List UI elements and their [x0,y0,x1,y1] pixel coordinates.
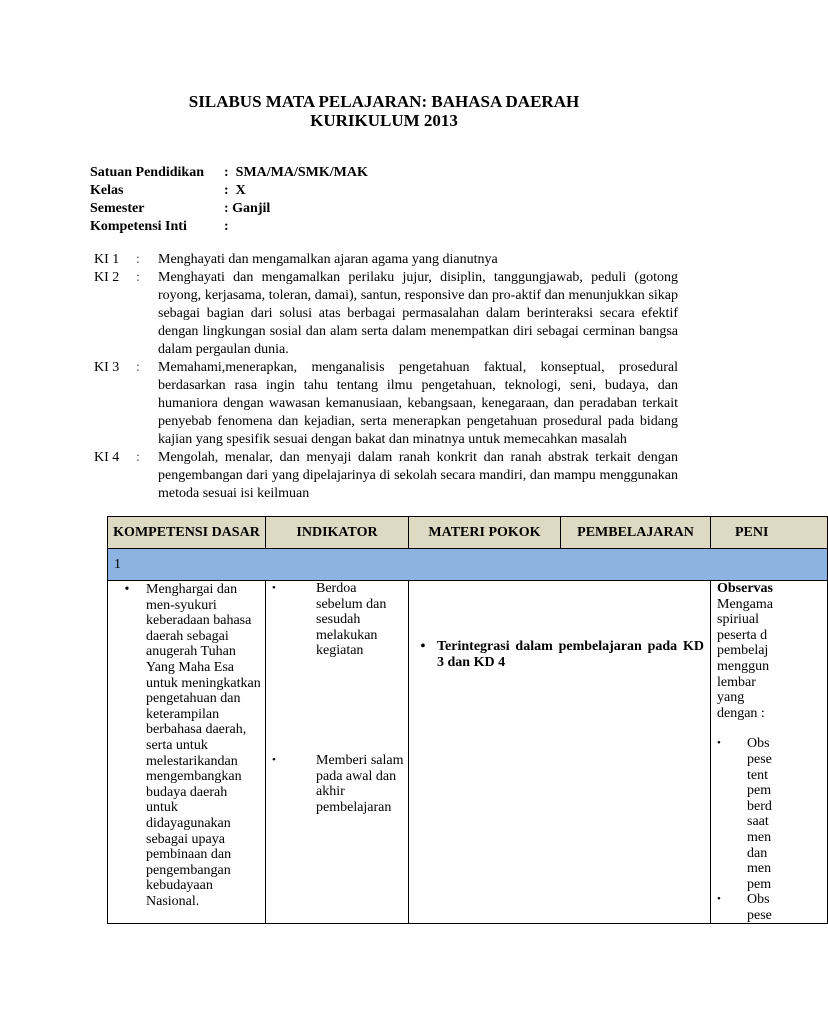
ki-text: Mengolah, menalar, dan menyaji dalam ranah konkrit dan ranah abstrak terkait dengan pengembangan dari yang dipelajarinya di sekolah secara mandiri, dan mampu menggunakan metoda sesuai isi keilmuan [158,450,678,501]
bullet-icon: • [420,639,426,654]
ki-code: KI 1 [94,252,120,267]
ki-code: KI 2 [94,270,120,285]
ki-colon: : [136,252,140,267]
ki-colon: : [136,450,140,465]
kd-text: Menghargai dan men-syukuri keberadaan bahasa daerah sebagai anugerah Tuhan Yang Maha Esa untuk meningkatkan pengetahuan dan keterampilan berbahasa daerah, serta untuk melestarikandan mengembangkan budaya daerah untuk didayagunakan sebagai upaya pembinaan dan pengembangan kebudayaan Nasional. [146,582,261,909]
penilaian-item-text [747,892,827,923]
penilaian-cell [711,581,828,924]
section-number-row [108,549,828,581]
meta-label: Kompetensi Inti [90,219,187,234]
identity-block [90,164,368,236]
materi-pokok-cell [409,581,711,924]
penilaian-item-line: pem [747,783,772,799]
meta-value: : [224,219,229,234]
penilaian-item-line: saat [747,814,769,830]
penilaian-item-line: pese [747,907,772,923]
ki-text: Menghayati dan mengamalkan perilaku jujur, disiplin, tanggungjawab, peduli (gotong royong, kerjasama, toleran, damai), santun, responsive dan pro-aktif dan menunjukkan sikap sebagai bagian dari solusi atas berbagai permasalahan dalam berinteraksi secara efektif dengan lingkungan sosial dan alam serta dalam menempatkan diri sebagai cerminan bangsa dalam pergaulan dunia. [158,270,678,357]
document-subtitle: KURIKULUM 2013 [310,111,458,130]
penilaian-line: Mengama [717,596,773,612]
ki-item-1 [94,251,678,269]
ki-code: KI 3 [94,360,120,375]
penilaian-item-text [747,736,827,892]
penilaian-line: dengan : [717,705,765,721]
penilaian-item-line: men [747,861,772,877]
meta-label: Satuan Pendidikan [90,165,204,180]
header-kompetensi-dasar: KOMPETENSI DASAR [108,517,266,549]
meta-value: : X [224,183,246,198]
meta-row-satuan [90,164,368,182]
meta-row-kompetensi-inti [90,218,368,236]
section-number: 1 [108,549,828,581]
indicator-item [266,581,408,659]
meta-label: Semester [90,201,145,216]
bullet-icon: • [124,582,130,597]
materi-text: Terintegrasi dalam pembelajaran pada KD 3 dan KD 4 [437,639,704,670]
document-title: SILABUS MATA PELAJARAN: BAHASA DAERAH [188,92,580,111]
penilaian-item-line: tent [747,767,768,783]
indicator-text: Memberi salam pada awal dan akhir pembelajaran [316,752,404,815]
penilaian-line: peserta d [717,627,768,643]
ki-text: Menghayati dan mengamalkan ajaran agama yang dianutnya [158,252,498,267]
meta-label: Kelas [90,183,124,198]
bullet-icon: • [272,753,276,766]
penilaian-item-line: pem [747,876,772,892]
ki-colon: : [136,360,140,375]
bullet-icon: • [717,893,721,906]
penilaian-heading: Observas [717,581,773,596]
table-header-row [108,517,828,549]
bullet-icon: • [717,737,721,750]
header-materi-pokok: MATERI POKOK [409,517,561,549]
penilaian-item-line: berd [747,798,772,814]
meta-value: : Ganjil [224,201,271,216]
penilaian-item [717,892,827,923]
meta-value: : SMA/MA/SMK/MAK [224,165,368,180]
meta-row-kelas [90,182,368,200]
table-row [108,581,828,924]
kompetensi-inti-list [94,251,678,503]
penilaian-line: pembelaj [717,643,769,659]
ki-item-3 [94,359,678,449]
penilaian-line: yang [717,690,745,706]
penilaian-line: lembar [717,674,756,690]
ki-item-2 [94,269,678,359]
penilaian-item-line: Obs [747,892,770,908]
header-penilaian: PENI [711,517,828,549]
ki-code: KI 4 [94,450,120,465]
penilaian-line: menggun [717,658,770,674]
penilaian-item-line: dan [747,845,768,861]
penilaian-item [717,736,827,892]
indicator-text: Berdoa sebelum dan sesudah melakukan kegiatan [316,581,387,659]
indikator-cell [266,581,409,924]
penilaian-line: spiriual [717,612,759,628]
syllabus-table [107,516,828,924]
penilaian-item-line: pese [747,751,772,767]
header-pembelajaran: PEMBELAJARAN [561,517,711,549]
penilaian-item-line: Obs [747,736,770,752]
ki-text: Memahami,menerapkan, menganalisis pengetahuan faktual, konseptual, prosedural berdasarkan rasa ingin tahu tentang ilmu pengetahuan, teknologi, seni, budaya, dan humaniora dengan wawasan kemanusiaan, kebangsaan, kenegaraan, dan peradaban terkait penyebab fenomena dan kejadian, serta menerapkan pengetahuan prosedural pada bidang kajian yang spesifik sesuai dengan bakat dan minatnya untuk memecahkan masalah [158,360,678,447]
kd-cell [108,581,266,924]
ki-colon: : [136,270,140,285]
indicator-item [266,753,408,815]
header-indikator: INDIKATOR [266,517,409,549]
penilaian-item-line: men [747,829,772,845]
bullet-icon: • [272,582,276,594]
meta-row-semester [90,200,368,218]
ki-item-4 [94,449,678,503]
